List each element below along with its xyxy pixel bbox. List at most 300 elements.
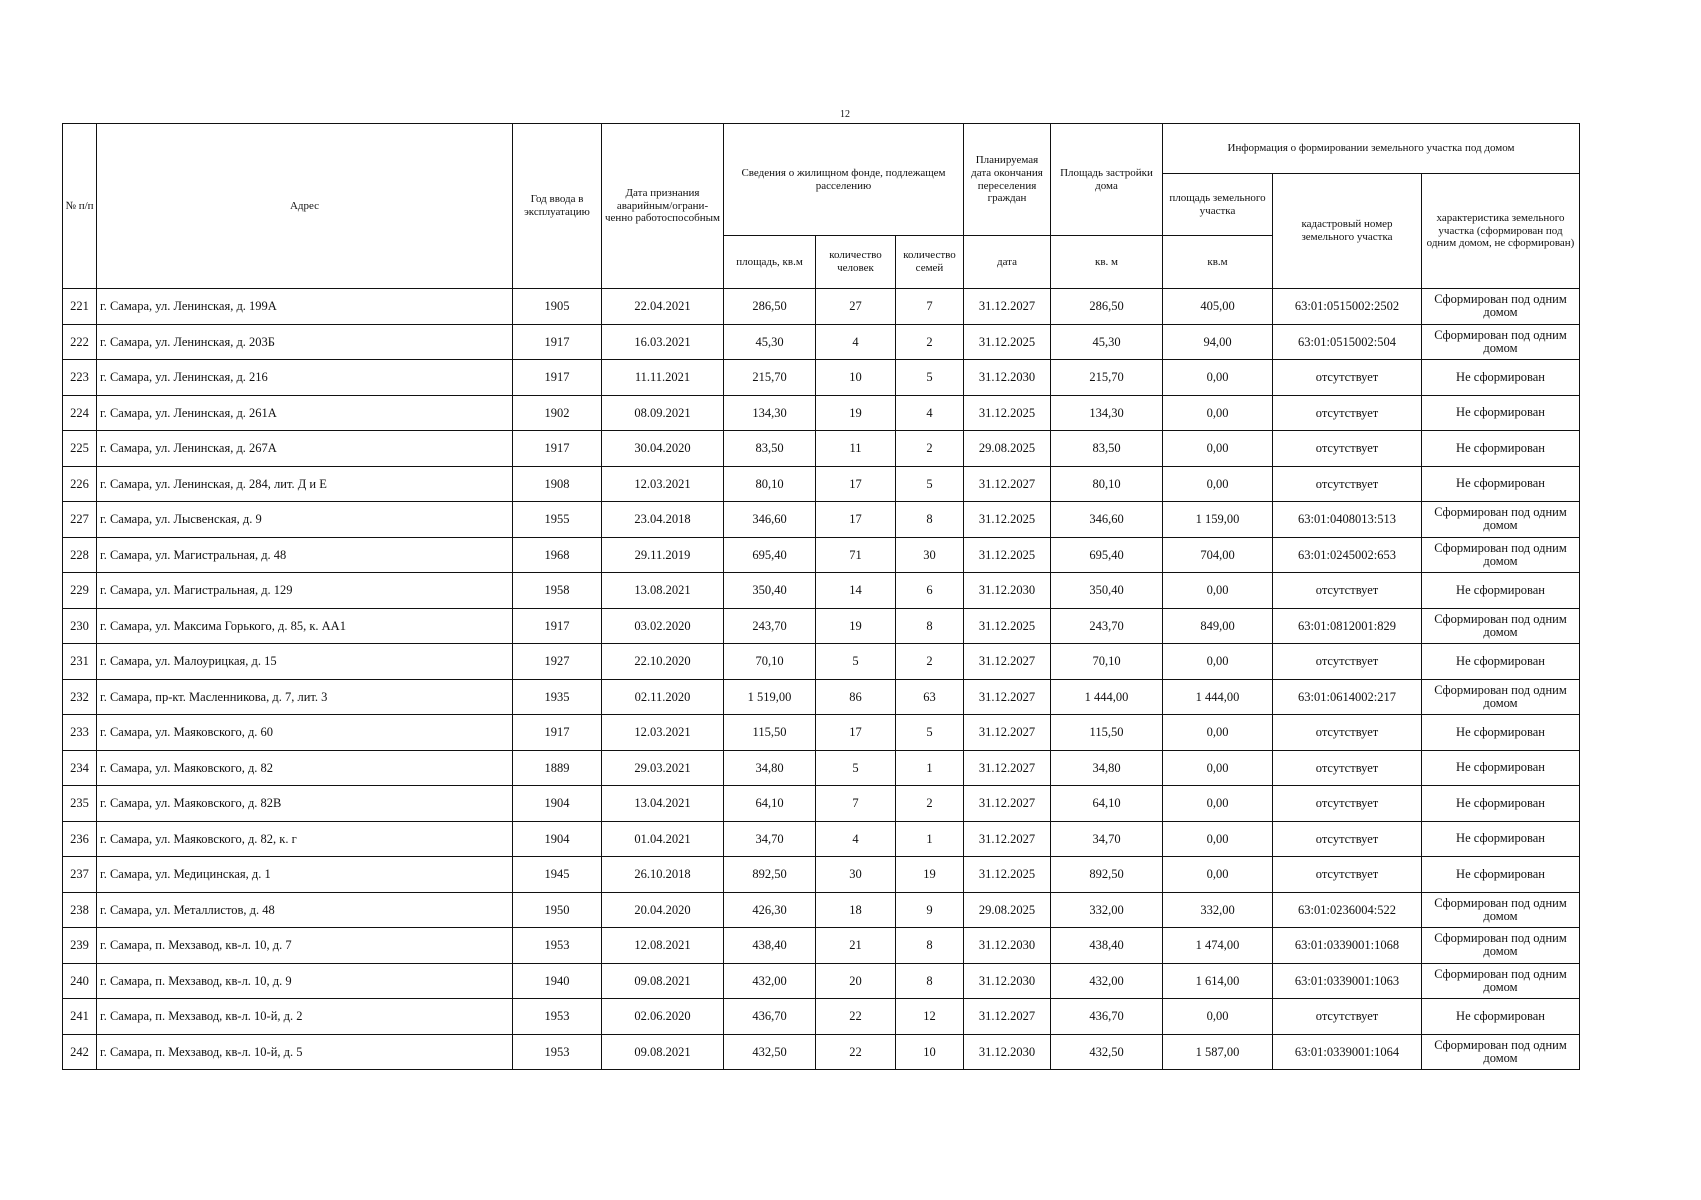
- cell-land-area: 849,00: [1163, 608, 1273, 644]
- cell-area: 350,40: [724, 573, 816, 609]
- table-header: [63, 124, 1580, 289]
- cell-people: 5: [816, 644, 896, 680]
- header-area: площадь, кв.м: [724, 236, 816, 289]
- cell-people: 20: [816, 963, 896, 999]
- cell-num: 233: [63, 715, 97, 751]
- cell-land-characteristic: Не сформирован: [1422, 715, 1580, 751]
- cell-cadastral: отсутствует: [1273, 999, 1422, 1035]
- cell-cadastral: отсутствует: [1273, 466, 1422, 502]
- cell-area: 115,50: [724, 715, 816, 751]
- header-recognition-date: Дата признания аварийным/ограни-ченно работоспособным: [602, 124, 724, 289]
- cell-building-area: 64,10: [1051, 786, 1163, 822]
- cell-num: 237: [63, 857, 97, 893]
- cell-families: 1: [896, 821, 964, 857]
- cell-land-characteristic: Не сформирован: [1422, 431, 1580, 467]
- cell-building-area: 350,40: [1051, 573, 1163, 609]
- cell-num: 232: [63, 679, 97, 715]
- cell-land-characteristic: Сформирован под одним домом: [1422, 324, 1580, 360]
- cell-cadastral: отсутствует: [1273, 573, 1422, 609]
- cell-recognition-date: 09.08.2021: [602, 1034, 724, 1070]
- cell-cadastral: отсутствует: [1273, 821, 1422, 857]
- cell-num: 241: [63, 999, 97, 1035]
- cell-num: 221: [63, 289, 97, 325]
- cell-address: г. Самара, пр-кт. Масленникова, д. 7, лит. 3: [97, 679, 513, 715]
- header-num: № п/п: [63, 124, 97, 289]
- cell-land-characteristic: Не сформирован: [1422, 999, 1580, 1035]
- cell-building-area: 436,70: [1051, 999, 1163, 1035]
- cell-year: 1953: [513, 999, 602, 1035]
- cell-resettlement-date: 31.12.2030: [964, 1034, 1051, 1070]
- cell-area: 215,70: [724, 360, 816, 396]
- header-cadastral: кадастровый номер земельного участка: [1273, 174, 1422, 289]
- cell-recognition-date: 08.09.2021: [602, 395, 724, 431]
- cell-people: 30: [816, 857, 896, 893]
- table-row: [63, 679, 1580, 715]
- cell-land-area: 704,00: [1163, 537, 1273, 573]
- cell-people: 17: [816, 466, 896, 502]
- table-row: [63, 466, 1580, 502]
- cell-land-characteristic: Не сформирован: [1422, 360, 1580, 396]
- cell-land-characteristic: Не сформирован: [1422, 857, 1580, 893]
- cell-land-area: 1 474,00: [1163, 928, 1273, 964]
- table-row: [63, 1034, 1580, 1070]
- cell-resettlement-date: 31.12.2025: [964, 502, 1051, 538]
- cell-num: 224: [63, 395, 97, 431]
- cell-building-area: 286,50: [1051, 289, 1163, 325]
- cell-cadastral: отсутствует: [1273, 431, 1422, 467]
- cell-building-area: 80,10: [1051, 466, 1163, 502]
- cell-cadastral: 63:01:0236004:522: [1273, 892, 1422, 928]
- cell-land-area: 0,00: [1163, 821, 1273, 857]
- cell-num: 222: [63, 324, 97, 360]
- cell-year: 1955: [513, 502, 602, 538]
- cell-families: 5: [896, 466, 964, 502]
- cell-recognition-date: 26.10.2018: [602, 857, 724, 893]
- cell-families: 10: [896, 1034, 964, 1070]
- cell-families: 19: [896, 857, 964, 893]
- cell-resettlement-date: 31.12.2025: [964, 857, 1051, 893]
- cell-land-characteristic: Сформирован под одним домом: [1422, 963, 1580, 999]
- cell-people: 71: [816, 537, 896, 573]
- cell-land-characteristic: Сформирован под одним домом: [1422, 502, 1580, 538]
- cell-year: 1889: [513, 750, 602, 786]
- cell-land-characteristic: Не сформирован: [1422, 395, 1580, 431]
- cell-area: 432,00: [724, 963, 816, 999]
- cell-families: 2: [896, 324, 964, 360]
- cell-families: 7: [896, 289, 964, 325]
- cell-recognition-date: 01.04.2021: [602, 821, 724, 857]
- cell-building-area: 695,40: [1051, 537, 1163, 573]
- cell-area: 346,60: [724, 502, 816, 538]
- table-row: [63, 395, 1580, 431]
- table-row: [63, 821, 1580, 857]
- cell-area: 45,30: [724, 324, 816, 360]
- table-row: [63, 431, 1580, 467]
- cell-recognition-date: 11.11.2021: [602, 360, 724, 396]
- cell-people: 18: [816, 892, 896, 928]
- cell-address: г. Самара, п. Мехзавод, кв-л. 10, д. 7: [97, 928, 513, 964]
- cell-num: 225: [63, 431, 97, 467]
- cell-families: 2: [896, 431, 964, 467]
- cell-recognition-date: 22.04.2021: [602, 289, 724, 325]
- header-land-group: Информация о формировании земельного участка под домом: [1163, 124, 1580, 174]
- cell-cadastral: отсутствует: [1273, 857, 1422, 893]
- cell-cadastral: 63:01:0614002:217: [1273, 679, 1422, 715]
- cell-people: 19: [816, 395, 896, 431]
- cell-building-area: 83,50: [1051, 431, 1163, 467]
- cell-land-area: 0,00: [1163, 786, 1273, 822]
- cell-building-area: 332,00: [1051, 892, 1163, 928]
- cell-address: г. Самара, ул. Металлистов, д. 48: [97, 892, 513, 928]
- cell-area: 243,70: [724, 608, 816, 644]
- cell-year: 1950: [513, 892, 602, 928]
- cell-land-area: 0,00: [1163, 395, 1273, 431]
- table-row: [63, 750, 1580, 786]
- cell-resettlement-date: 31.12.2027: [964, 466, 1051, 502]
- cell-cadastral: 63:01:0515002:504: [1273, 324, 1422, 360]
- cell-people: 7: [816, 786, 896, 822]
- table-row: [63, 963, 1580, 999]
- cell-num: 223: [63, 360, 97, 396]
- cell-land-area: 0,00: [1163, 360, 1273, 396]
- table-row: [63, 644, 1580, 680]
- table-row: [63, 608, 1580, 644]
- cell-building-area: 243,70: [1051, 608, 1163, 644]
- cell-resettlement-date: 31.12.2027: [964, 715, 1051, 751]
- cell-year: 1904: [513, 786, 602, 822]
- cell-building-area: 70,10: [1051, 644, 1163, 680]
- cell-people: 22: [816, 1034, 896, 1070]
- cell-land-characteristic: Сформирован под одним домом: [1422, 608, 1580, 644]
- header-resettlement-date: дата: [964, 236, 1051, 289]
- cell-building-area: 215,70: [1051, 360, 1163, 396]
- cell-address: г. Самара, ул. Ленинская, д. 261А: [97, 395, 513, 431]
- cell-cadastral: 63:01:0408013:513: [1273, 502, 1422, 538]
- cell-resettlement-date: 31.12.2030: [964, 928, 1051, 964]
- cell-building-area: 432,00: [1051, 963, 1163, 999]
- cell-land-area: 1 614,00: [1163, 963, 1273, 999]
- header-people: количество человек: [816, 236, 896, 289]
- cell-resettlement-date: 29.08.2025: [964, 892, 1051, 928]
- cell-year: 1917: [513, 715, 602, 751]
- cell-area: 695,40: [724, 537, 816, 573]
- cell-address: г. Самара, ул. Маяковского, д. 82: [97, 750, 513, 786]
- cell-num: 228: [63, 537, 97, 573]
- cell-year: 1917: [513, 324, 602, 360]
- cell-year: 1958: [513, 573, 602, 609]
- cell-resettlement-date: 31.12.2027: [964, 644, 1051, 680]
- housing-registry-table: [62, 123, 1580, 1070]
- cell-cadastral: 63:01:0339001:1064: [1273, 1034, 1422, 1070]
- cell-families: 8: [896, 502, 964, 538]
- cell-address: г. Самара, п. Мехзавод, кв-л. 10-й, д. 5: [97, 1034, 513, 1070]
- header-resettlement-group: Планируемая дата окончания переселения граждан: [964, 124, 1051, 236]
- cell-num: 238: [63, 892, 97, 928]
- cell-land-characteristic: Не сформирован: [1422, 573, 1580, 609]
- cell-families: 5: [896, 715, 964, 751]
- cell-area: 436,70: [724, 999, 816, 1035]
- cell-resettlement-date: 31.12.2025: [964, 324, 1051, 360]
- cell-area: 34,70: [724, 821, 816, 857]
- cell-resettlement-date: 31.12.2027: [964, 786, 1051, 822]
- table-row: [63, 928, 1580, 964]
- table-row: [63, 502, 1580, 538]
- table-body: [63, 289, 1580, 1070]
- cell-land-characteristic: Сформирован под одним домом: [1422, 892, 1580, 928]
- cell-people: 14: [816, 573, 896, 609]
- cell-recognition-date: 13.04.2021: [602, 786, 724, 822]
- cell-people: 5: [816, 750, 896, 786]
- cell-cadastral: отсутствует: [1273, 786, 1422, 822]
- cell-land-area: 0,00: [1163, 715, 1273, 751]
- cell-resettlement-date: 31.12.2030: [964, 573, 1051, 609]
- cell-address: г. Самара, ул. Ленинская, д. 199А: [97, 289, 513, 325]
- cell-address: г. Самара, ул. Ленинская, д. 203Б: [97, 324, 513, 360]
- cell-area: 83,50: [724, 431, 816, 467]
- cell-families: 6: [896, 573, 964, 609]
- cell-area: 64,10: [724, 786, 816, 822]
- cell-building-area: 1 444,00: [1051, 679, 1163, 715]
- cell-area: 432,50: [724, 1034, 816, 1070]
- cell-year: 1927: [513, 644, 602, 680]
- header-families: количество семей: [896, 236, 964, 289]
- cell-recognition-date: 23.04.2018: [602, 502, 724, 538]
- cell-num: 226: [63, 466, 97, 502]
- header-year: Год ввода в эксплуатацию: [513, 124, 602, 289]
- cell-people: 22: [816, 999, 896, 1035]
- header-building-area: Площадь застройки дома: [1051, 124, 1163, 236]
- cell-cadastral: отсутствует: [1273, 360, 1422, 396]
- cell-land-area: 0,00: [1163, 999, 1273, 1035]
- cell-recognition-date: 29.11.2019: [602, 537, 724, 573]
- table-row: [63, 360, 1580, 396]
- cell-resettlement-date: 31.12.2025: [964, 395, 1051, 431]
- cell-resettlement-date: 31.12.2025: [964, 608, 1051, 644]
- cell-building-area: 34,70: [1051, 821, 1163, 857]
- table-row: [63, 857, 1580, 893]
- cell-address: г. Самара, ул. Максима Горького, д. 85, к. АА1: [97, 608, 513, 644]
- cell-num: 240: [63, 963, 97, 999]
- cell-families: 2: [896, 786, 964, 822]
- cell-land-characteristic: Не сформирован: [1422, 750, 1580, 786]
- cell-area: 80,10: [724, 466, 816, 502]
- cell-land-characteristic: Не сформирован: [1422, 786, 1580, 822]
- cell-cadastral: 63:01:0812001:829: [1273, 608, 1422, 644]
- table-row: [63, 892, 1580, 928]
- cell-resettlement-date: 31.12.2030: [964, 963, 1051, 999]
- cell-land-area: 405,00: [1163, 289, 1273, 325]
- cell-people: 21: [816, 928, 896, 964]
- cell-building-area: 34,80: [1051, 750, 1163, 786]
- cell-recognition-date: 30.04.2020: [602, 431, 724, 467]
- cell-resettlement-date: 31.12.2025: [964, 537, 1051, 573]
- cell-land-characteristic: Сформирован под одним домом: [1422, 1034, 1580, 1070]
- cell-year: 1953: [513, 1034, 602, 1070]
- cell-recognition-date: 09.08.2021: [602, 963, 724, 999]
- cell-area: 426,30: [724, 892, 816, 928]
- cell-building-area: 346,60: [1051, 502, 1163, 538]
- cell-land-area: 332,00: [1163, 892, 1273, 928]
- header-land-characteristic: характеристика земельного участка (сформирован под одним домом, не сформирован): [1422, 174, 1580, 289]
- cell-recognition-date: 02.11.2020: [602, 679, 724, 715]
- cell-address: г. Самара, ул. Ленинская, д. 284, лит. Д и Е: [97, 466, 513, 502]
- cell-address: г. Самара, п. Мехзавод, кв-л. 10-й, д. 2: [97, 999, 513, 1035]
- cell-cadastral: отсутствует: [1273, 750, 1422, 786]
- cell-num: 239: [63, 928, 97, 964]
- cell-people: 86: [816, 679, 896, 715]
- table-row: [63, 786, 1580, 822]
- page-number: 12: [840, 109, 850, 120]
- cell-land-area: 94,00: [1163, 324, 1273, 360]
- cell-families: 8: [896, 963, 964, 999]
- cell-land-area: 0,00: [1163, 750, 1273, 786]
- cell-families: 1: [896, 750, 964, 786]
- cell-building-area: 45,30: [1051, 324, 1163, 360]
- table-row: [63, 537, 1580, 573]
- cell-year: 1968: [513, 537, 602, 573]
- cell-land-area: 1 159,00: [1163, 502, 1273, 538]
- header-address: Адрес: [97, 124, 513, 289]
- cell-people: 11: [816, 431, 896, 467]
- cell-address: г. Самара, ул. Ленинская, д. 216: [97, 360, 513, 396]
- cell-year: 1904: [513, 821, 602, 857]
- cell-num: 236: [63, 821, 97, 857]
- cell-families: 9: [896, 892, 964, 928]
- cell-year: 1917: [513, 360, 602, 396]
- cell-area: 438,40: [724, 928, 816, 964]
- cell-recognition-date: 12.08.2021: [602, 928, 724, 964]
- cell-recognition-date: 29.03.2021: [602, 750, 724, 786]
- table-row: [63, 715, 1580, 751]
- table-row: [63, 999, 1580, 1035]
- cell-land-characteristic: Сформирован под одним домом: [1422, 537, 1580, 573]
- cell-families: 8: [896, 928, 964, 964]
- cell-address: г. Самара, ул. Маяковского, д. 82В: [97, 786, 513, 822]
- cell-families: 30: [896, 537, 964, 573]
- cell-land-area: 1 444,00: [1163, 679, 1273, 715]
- cell-address: г. Самара, ул. Магистральная, д. 129: [97, 573, 513, 609]
- cell-land-characteristic: Не сформирован: [1422, 821, 1580, 857]
- cell-area: 286,50: [724, 289, 816, 325]
- cell-cadastral: 63:01:0339001:1063: [1273, 963, 1422, 999]
- table-row: [63, 573, 1580, 609]
- cell-families: 12: [896, 999, 964, 1035]
- cell-num: 235: [63, 786, 97, 822]
- cell-cadastral: отсутствует: [1273, 715, 1422, 751]
- cell-area: 892,50: [724, 857, 816, 893]
- cell-families: 5: [896, 360, 964, 396]
- cell-cadastral: 63:01:0515002:2502: [1273, 289, 1422, 325]
- cell-address: г. Самара, ул. Маяковского, д. 60: [97, 715, 513, 751]
- cell-land-characteristic: Сформирован под одним домом: [1422, 679, 1580, 715]
- cell-year: 1917: [513, 608, 602, 644]
- cell-address: г. Самара, ул. Лысвенская, д. 9: [97, 502, 513, 538]
- cell-land-area: 0,00: [1163, 644, 1273, 680]
- table-row: [63, 324, 1580, 360]
- cell-people: 4: [816, 324, 896, 360]
- cell-people: 19: [816, 608, 896, 644]
- cell-cadastral: 63:01:0245002:653: [1273, 537, 1422, 573]
- cell-address: г. Самара, ул. Маяковского, д. 82, к. г: [97, 821, 513, 857]
- cell-resettlement-date: 31.12.2027: [964, 821, 1051, 857]
- cell-cadastral: отсутствует: [1273, 395, 1422, 431]
- cell-building-area: 438,40: [1051, 928, 1163, 964]
- cell-land-area: 1 587,00: [1163, 1034, 1273, 1070]
- cell-address: г. Самара, ул. Малоурицкая, д. 15: [97, 644, 513, 680]
- cell-resettlement-date: 31.12.2027: [964, 999, 1051, 1035]
- cell-num: 242: [63, 1034, 97, 1070]
- table-row: [63, 289, 1580, 325]
- cell-address: г. Самара, ул. Ленинская, д. 267А: [97, 431, 513, 467]
- cell-people: 17: [816, 715, 896, 751]
- cell-num: 234: [63, 750, 97, 786]
- cell-land-characteristic: Сформирован под одним домом: [1422, 928, 1580, 964]
- cell-recognition-date: 02.06.2020: [602, 999, 724, 1035]
- header-housing-group: Сведения о жилищном фонде, подлежащем расселению: [724, 124, 964, 236]
- cell-num: 231: [63, 644, 97, 680]
- cell-families: 63: [896, 679, 964, 715]
- cell-resettlement-date: 31.12.2027: [964, 750, 1051, 786]
- cell-resettlement-date: 31.12.2030: [964, 360, 1051, 396]
- cell-area: 70,10: [724, 644, 816, 680]
- cell-land-characteristic: Не сформирован: [1422, 466, 1580, 502]
- cell-year: 1940: [513, 963, 602, 999]
- cell-people: 27: [816, 289, 896, 325]
- cell-people: 10: [816, 360, 896, 396]
- cell-num: 230: [63, 608, 97, 644]
- cell-num: 227: [63, 502, 97, 538]
- cell-address: г. Самара, ул. Магистральная, д. 48: [97, 537, 513, 573]
- cell-year: 1953: [513, 928, 602, 964]
- cell-area: 134,30: [724, 395, 816, 431]
- cell-year: 1908: [513, 466, 602, 502]
- cell-recognition-date: 20.04.2020: [602, 892, 724, 928]
- cell-recognition-date: 12.03.2021: [602, 715, 724, 751]
- cell-year: 1935: [513, 679, 602, 715]
- cell-families: 4: [896, 395, 964, 431]
- cell-cadastral: 63:01:0339001:1068: [1273, 928, 1422, 964]
- cell-land-area: 0,00: [1163, 466, 1273, 502]
- cell-land-area: 0,00: [1163, 573, 1273, 609]
- cell-area: 1 519,00: [724, 679, 816, 715]
- cell-land-area: 0,00: [1163, 857, 1273, 893]
- cell-building-area: 134,30: [1051, 395, 1163, 431]
- cell-families: 2: [896, 644, 964, 680]
- cell-land-area: 0,00: [1163, 431, 1273, 467]
- cell-resettlement-date: 31.12.2027: [964, 289, 1051, 325]
- cell-address: г. Самара, п. Мехзавод, кв-л. 10, д. 9: [97, 963, 513, 999]
- cell-resettlement-date: 31.12.2027: [964, 679, 1051, 715]
- cell-address: г. Самара, ул. Медицинская, д. 1: [97, 857, 513, 893]
- cell-num: 229: [63, 573, 97, 609]
- cell-recognition-date: 22.10.2020: [602, 644, 724, 680]
- cell-building-area: 892,50: [1051, 857, 1163, 893]
- cell-building-area: 432,50: [1051, 1034, 1163, 1070]
- header-building-area-unit: кв. м: [1051, 236, 1163, 289]
- cell-families: 8: [896, 608, 964, 644]
- cell-building-area: 115,50: [1051, 715, 1163, 751]
- cell-year: 1902: [513, 395, 602, 431]
- header-land-area: площадь земельного участка: [1163, 174, 1273, 236]
- cell-recognition-date: 03.02.2020: [602, 608, 724, 644]
- cell-land-characteristic: Не сформирован: [1422, 644, 1580, 680]
- cell-recognition-date: 13.08.2021: [602, 573, 724, 609]
- cell-people: 4: [816, 821, 896, 857]
- cell-land-characteristic: Сформирован под одним домом: [1422, 289, 1580, 325]
- cell-cadastral: отсутствует: [1273, 644, 1422, 680]
- cell-area: 34,80: [724, 750, 816, 786]
- cell-people: 17: [816, 502, 896, 538]
